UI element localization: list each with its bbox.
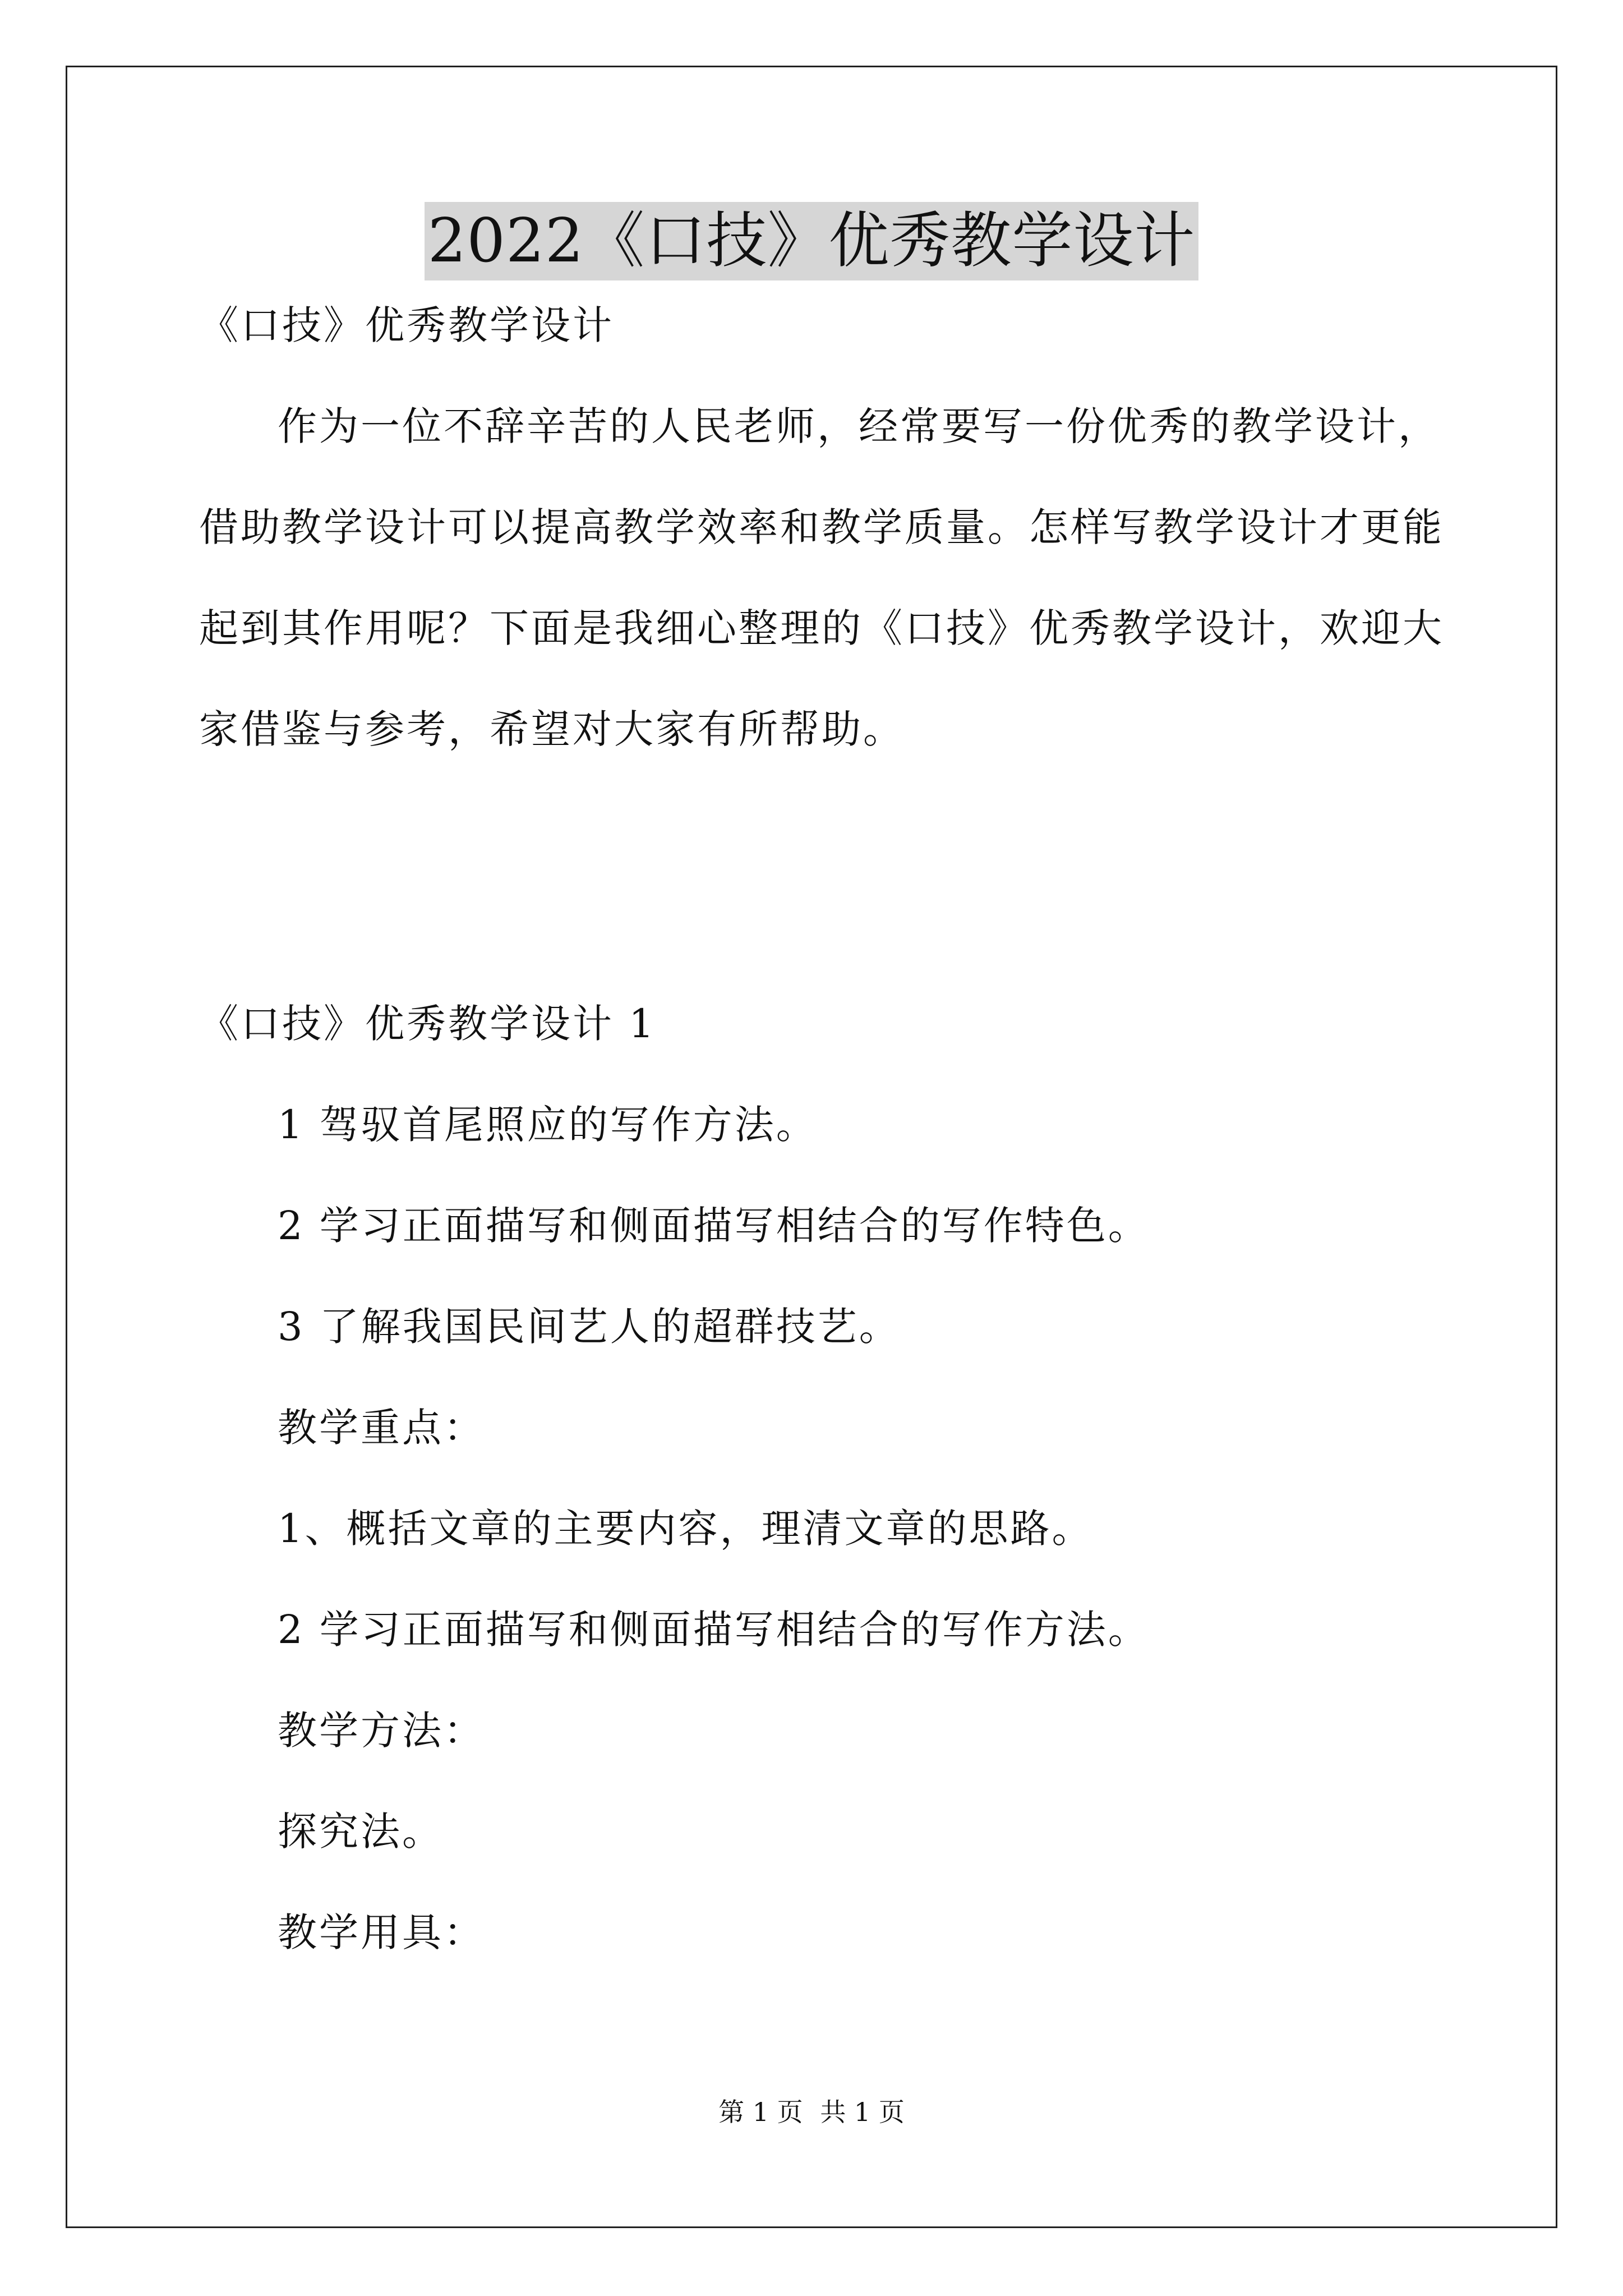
subtitle: 《口技》优秀教学设计 <box>199 302 614 348</box>
document-title: 2022《口技》优秀教学设计 <box>425 202 1199 280</box>
intro-line: 起到其作用呢？下面是我细心整理的《口技》优秀教学设计，欢迎大 <box>199 605 1444 651</box>
intro-line: 家借鉴与参考，希望对大家有所帮助。 <box>199 706 905 752</box>
intro-line: 借助教学设计可以提高教学效率和教学质量。怎样写教学设计才更能 <box>199 504 1444 550</box>
intro-line: 作为一位不辞辛苦的人民老师，经常要写一份优秀的教学设计， <box>278 403 1440 449</box>
page-footer <box>0 2095 1623 2129</box>
section-heading: 《口技》优秀教学设计 1 <box>199 1001 656 1047</box>
body-item: 2 学习正面描写和侧面描写相结合的写作特色。 <box>278 1203 1150 1249</box>
page-total: 共 1 页 <box>820 2097 905 2127</box>
body-item: 教学用具： <box>278 1910 485 1955</box>
body-item: 3 了解我国民间艺人的超群技艺。 <box>278 1304 901 1350</box>
body-item: 2 学习正面描写和侧面描写相结合的写作方法。 <box>278 1607 1150 1653</box>
body-item: 探究法。 <box>278 1809 444 1855</box>
body-item: 教学重点： <box>278 1405 485 1451</box>
body-item: 1 驾驭首尾照应的写作方法。 <box>278 1102 818 1148</box>
title-container <box>0 202 1623 280</box>
body-item: 1、概括文章的主要内容，理清文章的思路。 <box>278 1506 1094 1552</box>
body-item: 教学方法： <box>278 1708 485 1754</box>
page-number: 第 1 页 <box>718 2097 803 2127</box>
